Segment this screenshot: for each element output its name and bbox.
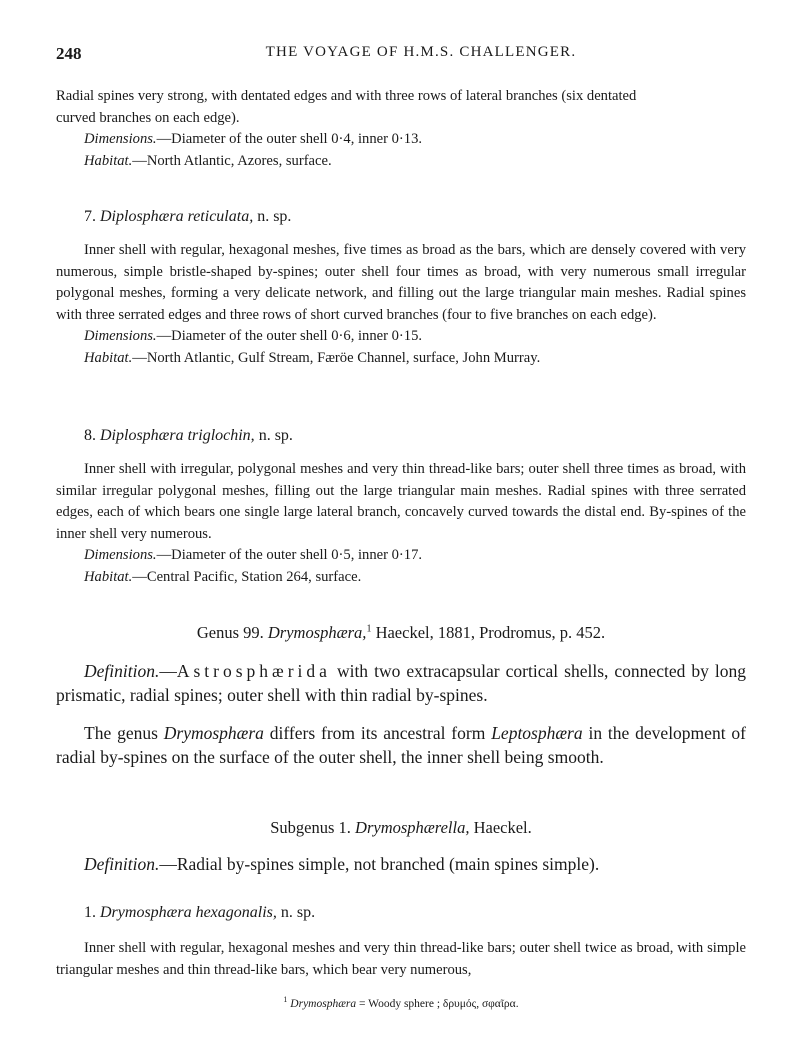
habitat-label: Habitat.: [84, 152, 133, 169]
species-suffix: n. sp.: [254, 427, 293, 444]
species-number: 7.: [84, 208, 96, 225]
footnote-marker: 1: [283, 995, 288, 1004]
prev-species-block: [56, 86, 746, 172]
species-7-block: [56, 240, 746, 369]
species-7-heading: [84, 208, 291, 226]
footnote-ref: 1: [366, 623, 372, 635]
running-title: THE VOYAGE OF H.M.S. CHALLENGER.: [265, 44, 577, 60]
definition-label: Definition.: [84, 661, 160, 681]
definition-text: with two extracapsular cortical shells, connected by long prismatic, radial spines; outer shell with thin radial by-spines.: [56, 661, 746, 705]
species-8-block: [56, 459, 746, 588]
species-name: Diplosphæra reticulata,: [100, 208, 254, 225]
species-1-heading: [84, 904, 315, 922]
page-number: 248: [56, 44, 82, 63]
prev-dimensions: [56, 129, 746, 151]
species-7-description: Inner shell with regular, hexagonal meshes, five times as broad as the bars, which are densely covered with very numerous, simple bristle-shaped by-spines; outer shell four times as broad, with very numerous small irregular polygonal meshes, forming a very delicate network, and filling out the large triangular main meshes. Radial spines with three serrated edges and three rows of short curved branches (four to five branches on each edge).: [56, 242, 746, 323]
species-8-dimensions: [56, 545, 746, 567]
species-8-description: Inner shell with irregular, polygonal meshes and very thin thread-like bars; outer shell three times as broad, with similar irregular polygonal meshes, filling out the large triangular main meshes. Radial spines with three serrated edges, each of which bears one single large lateral branch, concavely curved towards the distal end. By-spines of the inner shell very numerous.: [56, 461, 746, 542]
definition-taxon: Astrosphærida: [176, 661, 331, 681]
subgenus-heading: [56, 818, 746, 838]
habitat-label: Habitat.: [84, 568, 133, 585]
species-suffix: n. sp.: [276, 904, 316, 921]
dimensions-text: —Diameter of the outer shell 0·4, inner 0·13.: [156, 131, 423, 147]
species-name: Diplosphæra triglochin,: [100, 427, 255, 444]
species-1-block: [56, 938, 746, 981]
prev-habitat: [56, 151, 746, 173]
genus-definition: [56, 659, 746, 707]
prev-description-line-2: curved branches on each edge).: [56, 109, 240, 126]
species-1-description: Inner shell with regular, hexagonal meshes and very thin thread-like bars; outer shell twice as broad, with simple triangular meshes and thin thread-like bars, which bear very numerous,: [56, 940, 746, 978]
species-7-dimensions: [56, 326, 746, 348]
comparison-c: in the development of radial by-spines on the surface of the outer shell, the inner shell being smooth.: [56, 723, 746, 767]
dimensions-text: —Diameter of the outer shell 0·5, inner 0·17.: [156, 547, 423, 563]
comparison-ancestor: Leptosphæra: [491, 723, 583, 743]
prev-description-line-1: Radial spines very strong, with dentated edges and with three rows of lateral branches (six dentated: [56, 88, 637, 104]
genus-name: Drymosphæra,: [267, 623, 367, 642]
definition-dash: —: [159, 661, 177, 681]
subgenus-definition: [56, 852, 746, 876]
genus-comparison: [56, 721, 746, 769]
comparison-b: differs from its ancestral form: [263, 723, 492, 743]
comparison-genus: Drymosphæra: [163, 723, 264, 743]
subgenus-name: Drymosphærella,: [355, 818, 470, 837]
habitat-label: Habitat.: [84, 349, 133, 366]
species-8-habitat: [56, 567, 746, 589]
footnote-text: = Woody sphere ; δρυμός, σφαῖρα.: [356, 997, 519, 1010]
dimensions-label: Dimensions.: [84, 547, 157, 563]
species-name: Drymosphæra hexagonalis,: [100, 904, 277, 921]
habitat-text: —North Atlantic, Azores, surface.: [132, 152, 332, 169]
subgenus-prefix: Subgenus 1.: [270, 818, 356, 837]
genus-suffix: Haeckel, 1881, Prodromus, p. 452.: [371, 623, 606, 642]
dimensions-label: Dimensions.: [84, 328, 157, 344]
dimensions-label: Dimensions.: [84, 131, 157, 147]
footnote-term: Drymosphæra: [290, 997, 357, 1010]
subgenus-suffix: Haeckel.: [469, 818, 532, 837]
habitat-text: —North Atlantic, Gulf Stream, Færöe Channel, surface, John Murray.: [132, 349, 541, 366]
definition-label: Definition.: [84, 854, 160, 874]
definition-text: —Radial by-spines simple, not branched (main spines simple).: [159, 854, 600, 874]
species-8-heading: [84, 427, 293, 445]
habitat-text: —Central Pacific, Station 264, surface.: [132, 568, 362, 585]
species-7-habitat: [56, 348, 746, 370]
comparison-a: The genus: [84, 723, 164, 743]
species-number: 1.: [84, 904, 96, 921]
genus-heading: [56, 623, 746, 643]
page-header: [56, 44, 746, 68]
dimensions-text: —Diameter of the outer shell 0·6, inner 0·15.: [156, 328, 423, 344]
footnote: [56, 995, 746, 1010]
species-number: 8.: [84, 427, 96, 444]
genus-prefix: Genus 99.: [196, 623, 268, 642]
species-suffix: n. sp.: [253, 208, 292, 225]
